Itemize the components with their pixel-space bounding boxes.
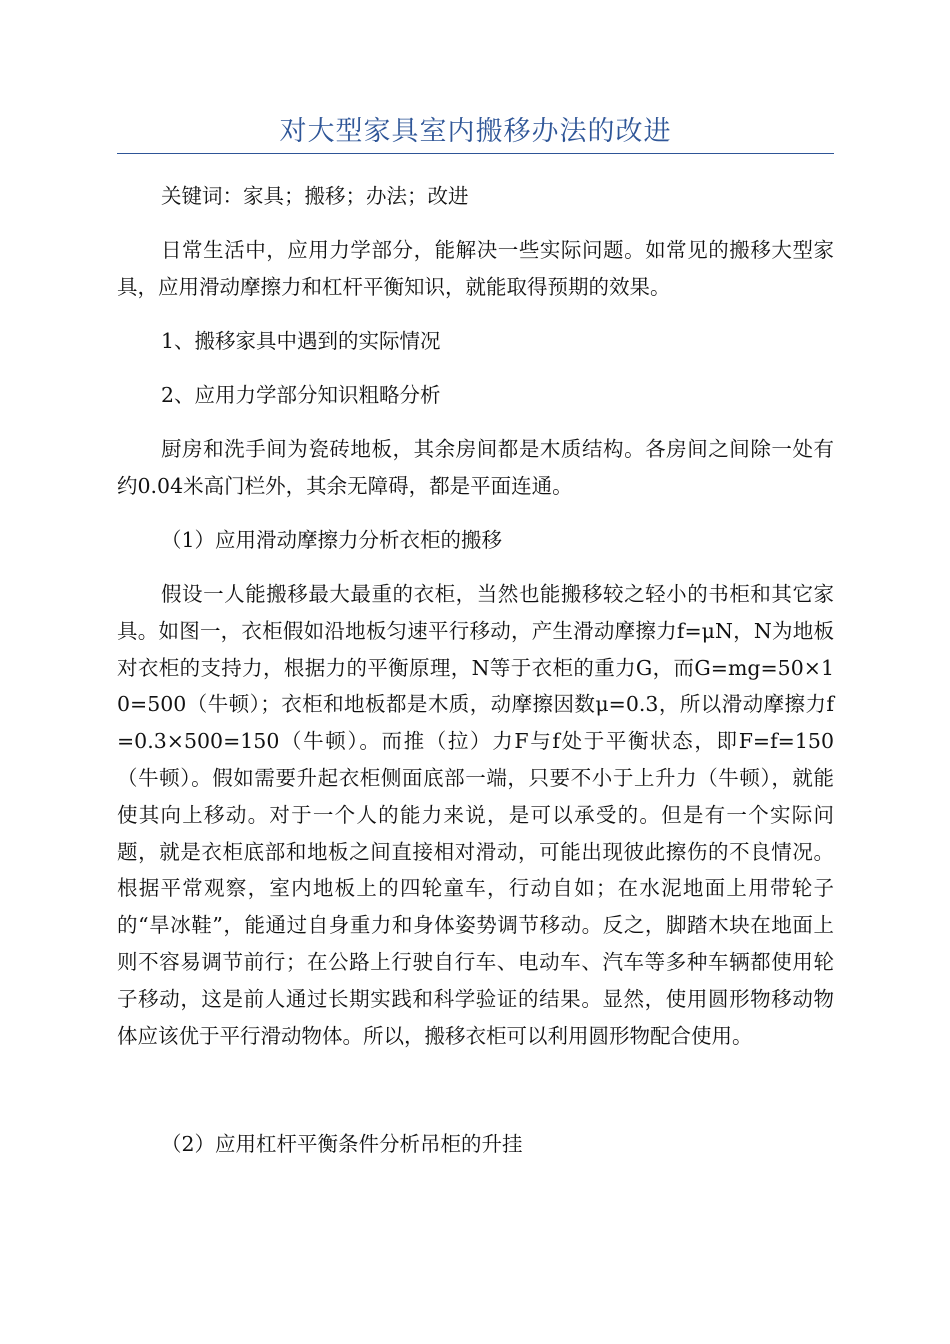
rooms-paragraph: 厨房和洗手间为瓷砖地板，其余房间都是木质结构。各房间之间除一处有约0.04米高门栏外，其余无障碍，都是平面连通。	[117, 437, 834, 498]
section-heading-2: 2、应用力学部分知识粗略分析	[161, 383, 441, 407]
section-heading-1: 1、搬移家具中遇到的实际情况	[161, 329, 441, 353]
analysis-paragraph: 假设一人能搬移最大最重的衣柜，当然也能搬移较之轻小的书柜和其它家具。如图一，衣柜假如沿地板匀速平行移动，产生滑动摩擦力f=μN，N为地板对衣柜的支持力，根据力的平衡原理，N等于衣柜的重力G，而G=mg=50×10=500（牛顿）；衣柜和地板都是木质，动摩擦因数μ=0.3，所以滑动摩擦力f=0.3×500=150（牛顿）。而推（拉）力F与f处于平衡状态，即F=f=150（牛顿）。假如需要升起衣柜侧面底部一端，只要不小于上升力（牛顿），就能使其向上移动。对于一个人的能力来说，是可以承受的。但是有一个实际问题，就是衣柜底部和地板之间直接相对滑动，可能出现彼此擦伤的不良情况。根据平常观察，室内地板上的四轮童车，行动自如；在水泥地面上用带轮子的“旱冰鞋”，能通过自身重力和身体姿势调节移动。反之，脚踏木块在地面上则不容易调节前行；在公路上行驶自行车、电动车、汽车等多种车辆都使用轮子移动，这是前人通过长期实践和科学验证的结果。显然，使用圆形物移动物体应该优于平行滑动物体。所以，搬移衣柜可以利用圆形物配合使用。	[117, 582, 834, 1048]
title-underline	[117, 153, 834, 154]
subsection-heading-2: （2）应用杠杆平衡条件分析吊柜的升挂	[161, 1132, 523, 1156]
subsection-heading-1: （1）应用滑动摩擦力分析衣柜的搬移	[161, 528, 503, 552]
intro-paragraph: 日常生活中，应用力学部分，能解决一些实际问题。如常见的搬移大型家具，应用滑动摩擦力和杠杆平衡知识，就能取得预期的效果。	[117, 238, 834, 299]
keywords-line: 关键词：家具；搬移；办法；改进	[161, 184, 469, 208]
document-title: 对大型家具室内搬移办法的改进	[279, 116, 672, 147]
